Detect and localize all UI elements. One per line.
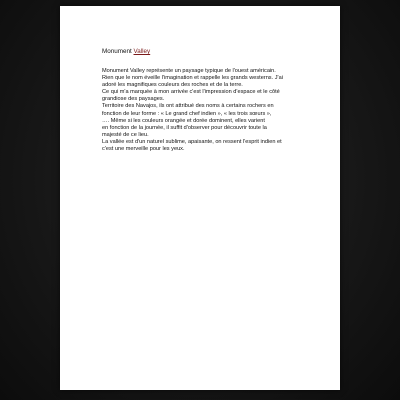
body-line: Rien que le nom éveille l'imagination et rappelle les grands westerns. J'ai bbox=[102, 75, 283, 82]
body-line: fonction de leur forme : « Le grand chef indien », « les trois sœurs », bbox=[102, 110, 272, 117]
body-line: en fonction de la journée, il suffit d'observer pour découvrir toute la bbox=[102, 124, 267, 131]
title-text: Monument bbox=[102, 48, 134, 55]
body-line: grandiose des paysages. bbox=[102, 96, 165, 103]
body-line: Territoire des Navajos, ils ont attribué des noms à certains rochers en bbox=[102, 103, 274, 110]
body-line: Monument Valley représente un paysage typique de l'ouest américain. bbox=[102, 68, 276, 74]
body-line: c'est une merveille pour les yeux. bbox=[102, 146, 185, 153]
document-title bbox=[102, 48, 150, 55]
body-line: La vallée est d'un naturel sublime, apaisante, on ressent l'esprit indien et bbox=[102, 138, 282, 145]
body-line: Ce qui m'a marquée à mon arrivée c'est l'impression d'espace et le côté bbox=[102, 89, 280, 96]
body-line: …. Même si les couleurs orangée et dorée dominent, elles varient bbox=[102, 117, 265, 124]
body-line: adoré les magnifiques couleurs des roches et de la terre. bbox=[102, 82, 243, 89]
title-link[interactable]: Valley bbox=[133, 48, 151, 55]
document-body bbox=[102, 68, 316, 153]
body-line: majesté de ce lieu. bbox=[102, 131, 149, 138]
document-page bbox=[60, 6, 340, 390]
